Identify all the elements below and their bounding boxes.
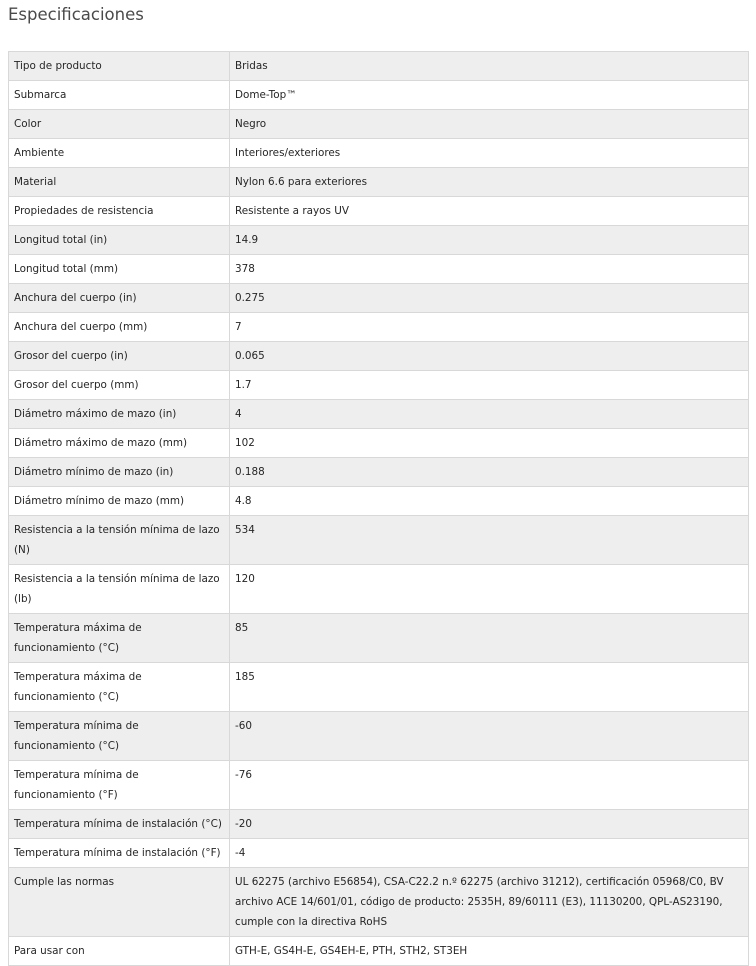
spec-label: Diámetro máximo de mazo (mm) xyxy=(9,429,230,458)
spec-value: Bridas xyxy=(230,52,749,81)
table-row xyxy=(9,937,749,966)
table-row xyxy=(9,429,749,458)
table-row xyxy=(9,110,749,139)
spec-value: 1.7 xyxy=(230,371,749,400)
spec-label: Temperatura máxima de funcionamiento (°C) xyxy=(9,614,230,663)
table-row xyxy=(9,487,749,516)
spec-value: UL 62275 (archivo E56854), CSA-C22.2 n.º 62275 (archivo 31212), certificación 05968/C0, BV archivo ACE 14/601/01, código de producto: 2535H, 89/60111 (E3), 11130200, QPL-AS23190, cumple con la directiva RoHS xyxy=(230,868,749,937)
spec-label: Propiedades de resistencia xyxy=(9,197,230,226)
spec-value: Negro xyxy=(230,110,749,139)
spec-label: Temperatura mínima de funcionamiento (°C) xyxy=(9,712,230,761)
spec-label: Submarca xyxy=(9,81,230,110)
spec-label: Tipo de producto xyxy=(9,52,230,81)
table-row xyxy=(9,81,749,110)
spec-label: Grosor del cuerpo (mm) xyxy=(9,371,230,400)
table-row xyxy=(9,226,749,255)
table-row xyxy=(9,255,749,284)
spec-label: Ambiente xyxy=(9,139,230,168)
spec-value: 0.275 xyxy=(230,284,749,313)
spec-label: Color xyxy=(9,110,230,139)
spec-value: 120 xyxy=(230,565,749,614)
spec-label: Grosor del cuerpo (in) xyxy=(9,342,230,371)
spec-label: Resistencia a la tensión mínima de lazo (lb) xyxy=(9,565,230,614)
table-row xyxy=(9,565,749,614)
spec-label: Diámetro mínimo de mazo (in) xyxy=(9,458,230,487)
table-row xyxy=(9,516,749,565)
spec-label: Anchura del cuerpo (in) xyxy=(9,284,230,313)
page-title: Especificaciones xyxy=(8,5,144,24)
spec-value: -4 xyxy=(230,839,749,868)
table-row xyxy=(9,371,749,400)
table-row xyxy=(9,313,749,342)
spec-value: 4 xyxy=(230,400,749,429)
spec-value: -76 xyxy=(230,761,749,810)
spec-label: Longitud total (mm) xyxy=(9,255,230,284)
spec-label: Para usar con xyxy=(9,937,230,966)
specifications-table xyxy=(8,51,749,966)
table-row xyxy=(9,839,749,868)
table-row xyxy=(9,663,749,712)
spec-label: Resistencia a la tensión mínima de lazo (N) xyxy=(9,516,230,565)
spec-value: 185 xyxy=(230,663,749,712)
table-row xyxy=(9,868,749,937)
spec-value: 14.9 xyxy=(230,226,749,255)
spec-value: 7 xyxy=(230,313,749,342)
spec-value: Dome-Top™ xyxy=(230,81,749,110)
spec-value: Resistente a rayos UV xyxy=(230,197,749,226)
spec-label: Longitud total (in) xyxy=(9,226,230,255)
table-row xyxy=(9,342,749,371)
spec-value: Interiores/exteriores xyxy=(230,139,749,168)
table-row xyxy=(9,284,749,313)
table-row xyxy=(9,168,749,197)
spec-value: 85 xyxy=(230,614,749,663)
spec-label: Material xyxy=(9,168,230,197)
spec-value: GTH-E, GS4H-E, GS4EH-E, PTH, STH2, ST3EH xyxy=(230,937,749,966)
spec-value: 534 xyxy=(230,516,749,565)
spec-label: Diámetro máximo de mazo (in) xyxy=(9,400,230,429)
spec-label: Diámetro mínimo de mazo (mm) xyxy=(9,487,230,516)
table-row xyxy=(9,139,749,168)
table-row xyxy=(9,614,749,663)
spec-value: -60 xyxy=(230,712,749,761)
spec-value: 378 xyxy=(230,255,749,284)
table-row xyxy=(9,400,749,429)
spec-label: Temperatura mínima de instalación (°F) xyxy=(9,839,230,868)
table-row xyxy=(9,52,749,81)
table-row xyxy=(9,712,749,761)
table-row xyxy=(9,761,749,810)
spec-label: Cumple las normas xyxy=(9,868,230,937)
table-row xyxy=(9,810,749,839)
spec-label: Temperatura mínima de funcionamiento (°F) xyxy=(9,761,230,810)
spec-label: Temperatura mínima de instalación (°C) xyxy=(9,810,230,839)
table-row xyxy=(9,197,749,226)
spec-value: Nylon 6.6 para exteriores xyxy=(230,168,749,197)
spec-label: Temperatura máxima de funcionamiento (°C) xyxy=(9,663,230,712)
spec-value: 0.188 xyxy=(230,458,749,487)
table-row xyxy=(9,458,749,487)
spec-label: Anchura del cuerpo (mm) xyxy=(9,313,230,342)
spec-value: -20 xyxy=(230,810,749,839)
spec-value: 4.8 xyxy=(230,487,749,516)
spec-value: 102 xyxy=(230,429,749,458)
spec-value: 0.065 xyxy=(230,342,749,371)
